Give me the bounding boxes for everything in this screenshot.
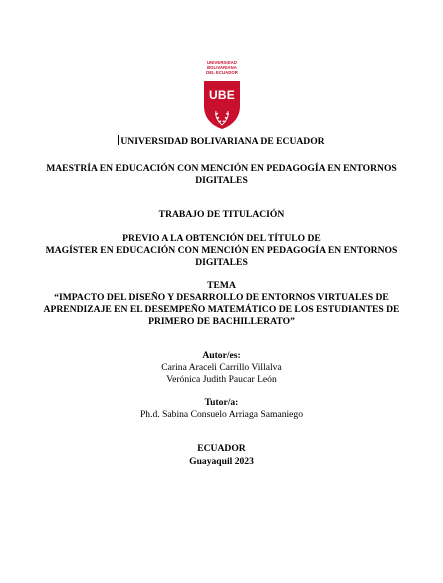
logo-line-3: DEL ECUADOR: [206, 70, 238, 75]
logo-line-1: UNIVERSIDAD: [207, 60, 237, 65]
author-name: Verónica Judith Paucar León: [166, 374, 277, 385]
topic-label: TEMA: [207, 280, 236, 291]
tutor-name: Ph.d. Sabina Consuelo Arriaga Samaniego: [139, 409, 304, 420]
topic-line-1: “IMPACTO DEL DISEÑO Y DESARROLLO DE ENTORNOS VIRTUALES DE: [54, 292, 389, 303]
tutor-label: Tutor/a:: [204, 397, 239, 408]
topic-line-3: PRIMERO DE BACHILLERATO”: [148, 316, 295, 327]
university-name: [0, 135, 443, 148]
ube-logo: [195, 60, 249, 136]
topic-line-2: APRENDIZAJE EN EL DESEMPEÑO MATEMÁTICO DE LOS ESTUDIANTES DE: [43, 304, 400, 315]
work-type: TRABAJO DE TITULACIÓN: [158, 209, 285, 220]
country: ECUADOR: [197, 443, 246, 454]
degree-line-3: DIGITALES: [195, 257, 248, 268]
degree-line-1: PREVIO A LA OBTENCIÓN DEL TÍTULO DE: [122, 233, 321, 244]
degree-line-2: MAGÍSTER EN EDUCACIÓN CON MENCIÓN EN PEDAGOGÍA EN ENTORNOS: [45, 245, 398, 256]
university-name-text: UNIVERSIDAD BOLIVARIANA DE ECUADOR: [120, 136, 325, 147]
authors-label: Autor/es:: [202, 350, 241, 361]
logo-line-2: BOLIVARIANA: [207, 65, 237, 70]
program-line-2: DIGITALES: [195, 175, 248, 186]
logo-acronym: UBE: [209, 88, 235, 102]
place-year: Guayaquil 2023: [189, 456, 254, 467]
program-line-1: MAESTRÍA EN EDUCACIÓN CON MENCIÓN EN PEDAGOGÍA EN ENTORNOS: [46, 163, 397, 174]
author-name: Carina Araceli Carrillo Villalva: [161, 362, 282, 373]
